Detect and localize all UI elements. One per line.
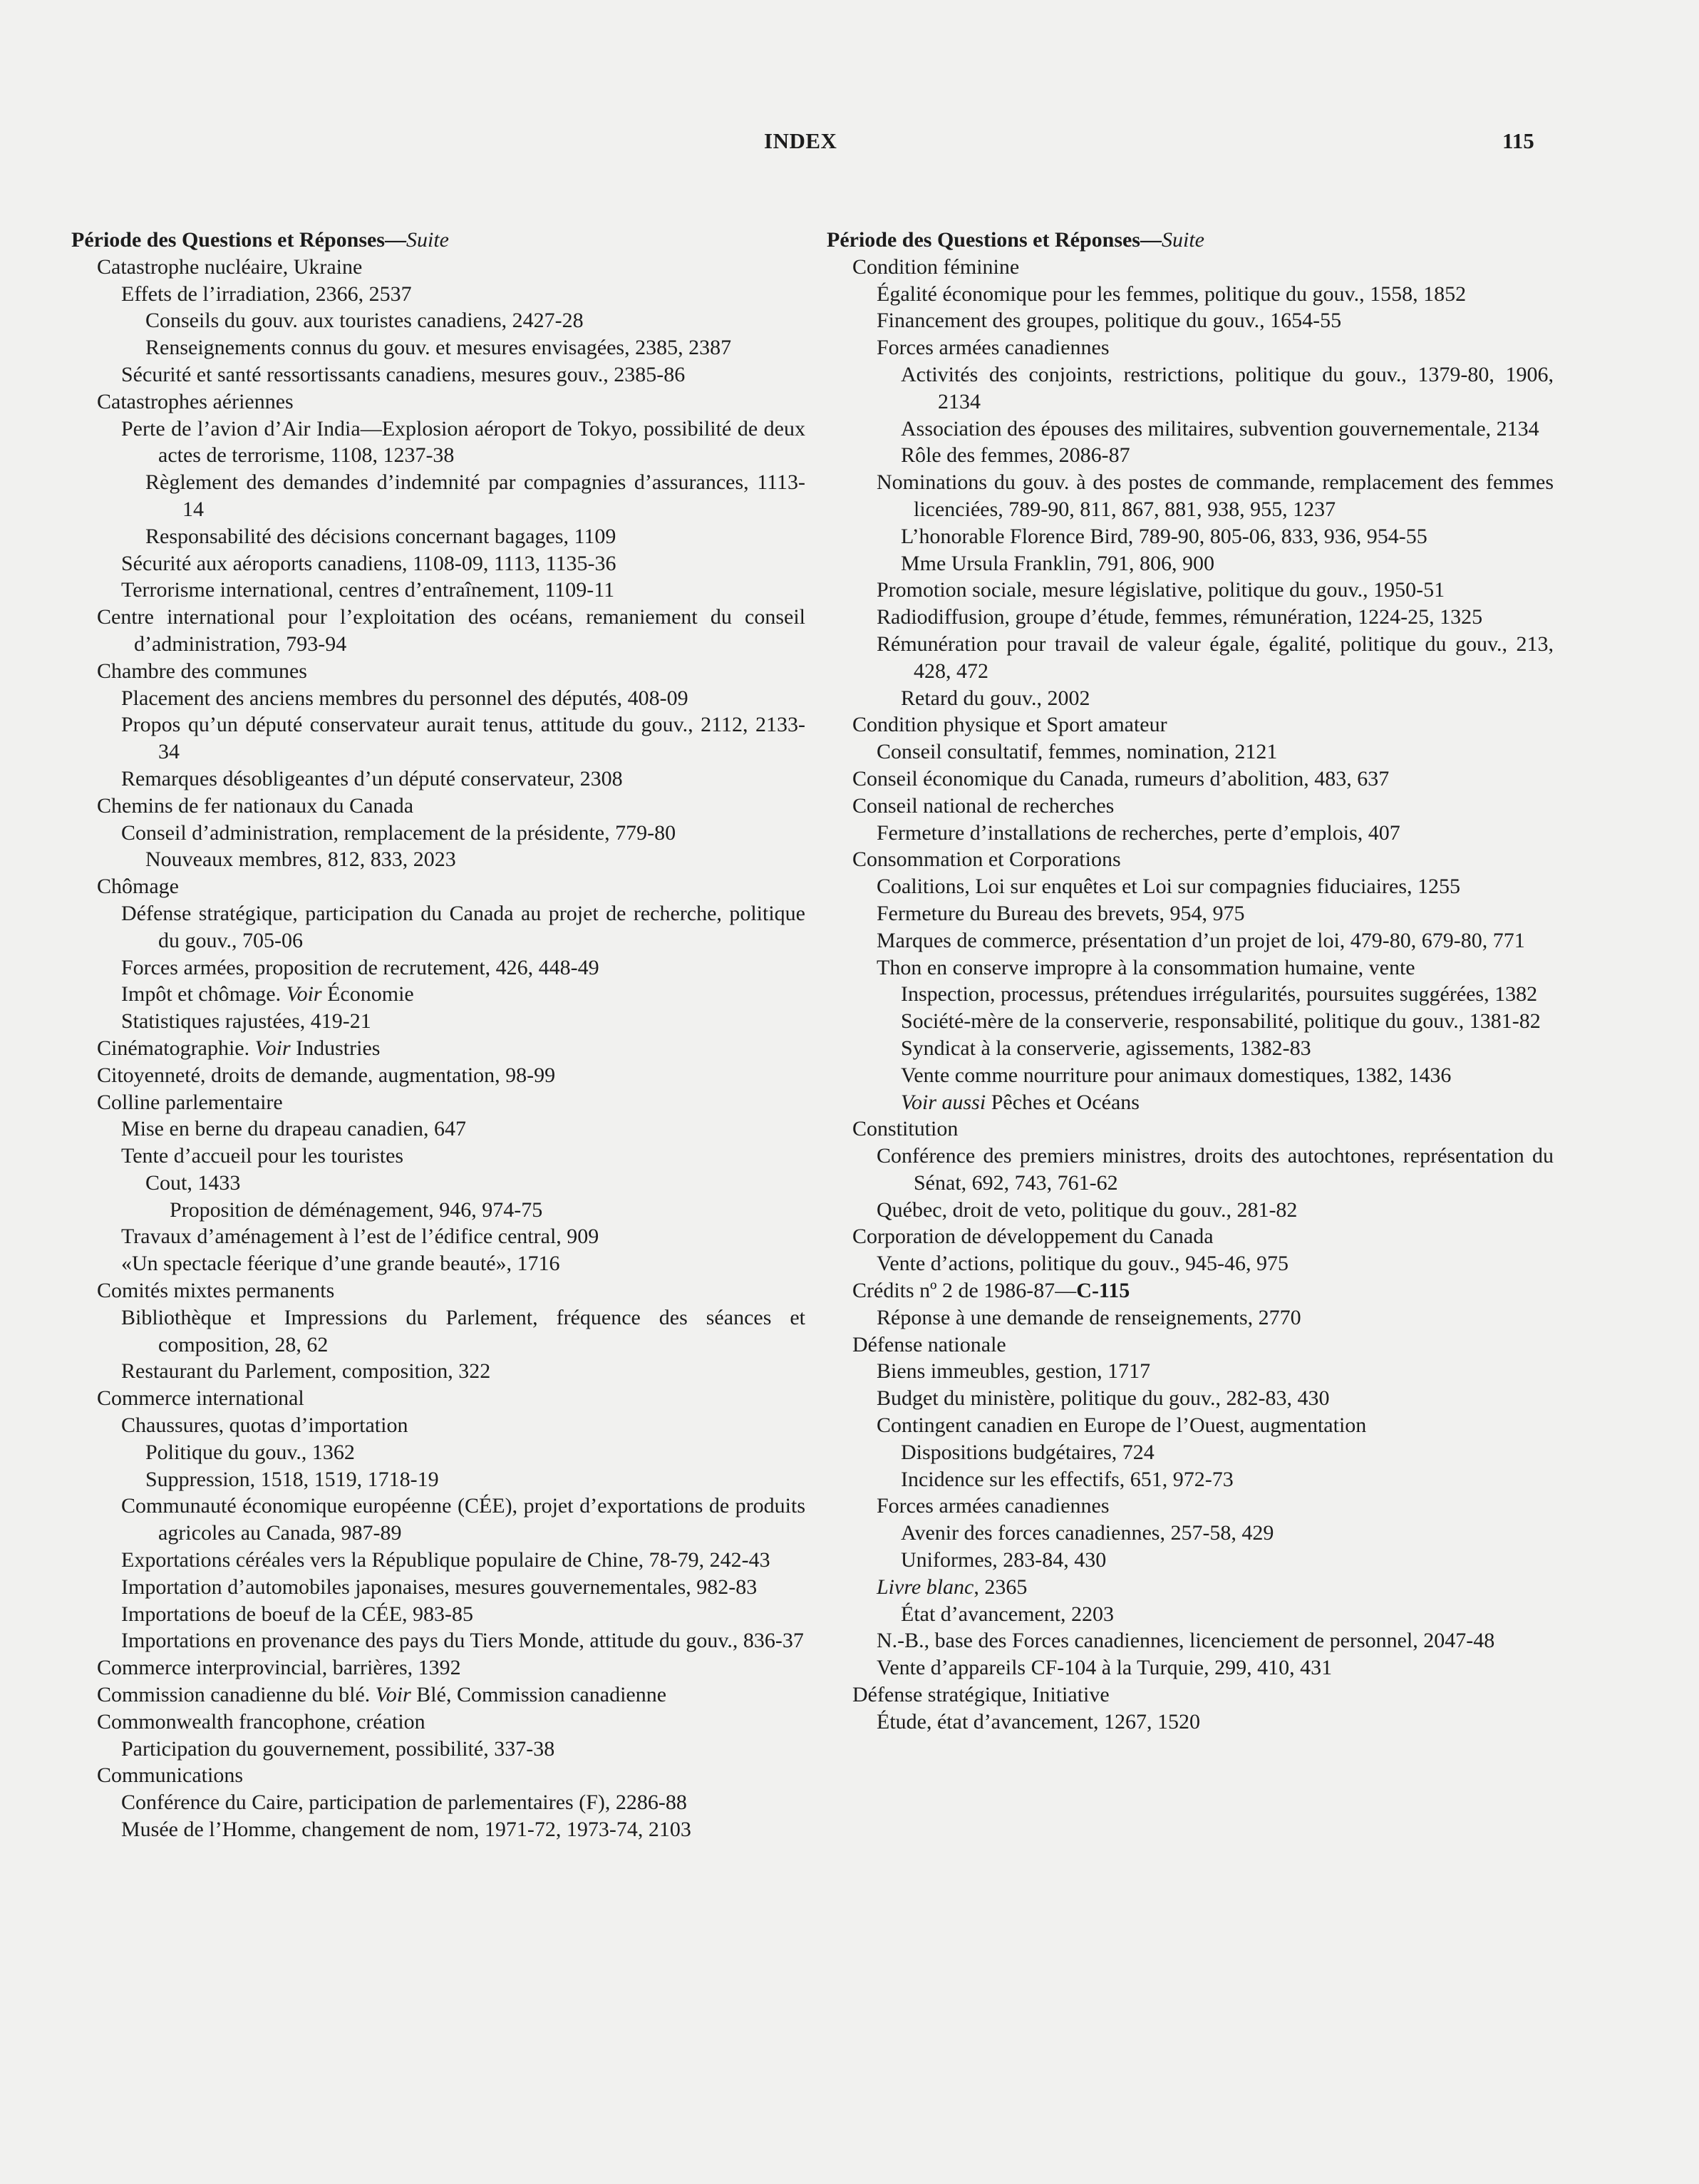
index-entry xyxy=(852,1277,1554,1304)
index-entry xyxy=(877,469,1554,523)
index-entry xyxy=(121,281,805,308)
entry-cross-reference: Voir xyxy=(375,1683,411,1707)
index-entry xyxy=(852,254,1554,281)
index-entry xyxy=(901,1062,1554,1089)
index-entry xyxy=(901,1520,1554,1547)
entry-text: Mme Ursula Franklin, 791, 806, 900 xyxy=(901,551,1214,575)
index-entry xyxy=(901,1439,1554,1466)
index-entry xyxy=(901,1466,1554,1493)
entry-cross-reference: Voir xyxy=(254,1036,291,1060)
entry-text: Nominations du gouv. à des postes de commande, remplacement des femmes licenciées, 789-90, 811, 867, 881, 938, 955, 1237 xyxy=(877,470,1554,521)
index-entries-left xyxy=(71,254,805,1843)
entry-text: Rôle des femmes, 2086-87 xyxy=(901,443,1130,468)
page-title: INDEX xyxy=(764,128,837,153)
index-entry xyxy=(145,469,805,523)
entry-text: Dispositions budgétaires, 724 xyxy=(901,1440,1155,1464)
entry-text: Travaux d’aménagement à l’est de l’édifice central, 909 xyxy=(121,1225,599,1249)
entry-text: Financement des groupes, politique du gouv., 1654-55 xyxy=(877,309,1342,333)
entry-text: Exportations céréales vers la République populaire de Chine, 78-79, 242-43 xyxy=(121,1548,770,1572)
entry-text: Renseignements connus du gouv. et mesures envisagées, 2385, 2387 xyxy=(145,336,732,360)
index-entry xyxy=(97,1385,805,1412)
index-entry xyxy=(877,1493,1554,1520)
entry-text: Société-mère de la conserverie, responsabilité, politique du gouv., 1381-82 xyxy=(901,1009,1541,1034)
index-entry xyxy=(97,1709,805,1736)
heading-suite: Suite xyxy=(1161,228,1204,252)
entry-text: Conférence du Caire, participation de parlementaires (F), 2286-88 xyxy=(121,1791,687,1815)
index-entry xyxy=(97,1062,805,1089)
index-entry xyxy=(121,577,805,604)
entry-text: Participation du gouvernement, possibilité, 337-38 xyxy=(121,1736,555,1761)
index-entry xyxy=(97,254,805,281)
entry-text: Crédits nº 2 de 1986-87— xyxy=(852,1279,1077,1303)
entry-text: Sécurité aux aéroports canadiens, 1108-09, 1113, 1135-36 xyxy=(121,551,616,575)
entry-text: Commission canadienne du blé. xyxy=(97,1683,376,1707)
index-entry xyxy=(877,1627,1554,1654)
index-entry xyxy=(877,307,1554,334)
entry-text: Forces armées canadiennes xyxy=(877,1494,1110,1518)
entry-text: Colline parlementaire xyxy=(97,1090,283,1114)
entry-text: Remarques désobligeantes d’un député conservateur, 2308 xyxy=(121,766,623,790)
entry-text: Sécurité et santé ressortissants canadiens, mesures gouv., 2385-86 xyxy=(121,362,686,386)
index-entry xyxy=(877,1709,1554,1736)
index-entry xyxy=(97,388,805,416)
index-entry xyxy=(121,1358,805,1385)
entry-text: Thon en conserve impropre à la consommation humaine, vente xyxy=(877,955,1415,979)
entry-target: Économie xyxy=(321,982,414,1006)
entry-text: Chambre des communes xyxy=(97,659,307,683)
entry-text: Importations de boeuf de la CÉE, 983-85 xyxy=(121,1602,474,1626)
index-entry xyxy=(901,361,1554,416)
entry-text: Incidence sur les effectifs, 651, 972-73 xyxy=(901,1467,1234,1491)
entry-text: Promotion sociale, mesure législative, politique du gouv., 1950-51 xyxy=(877,578,1445,602)
heading-text: Période des Questions et Réponses— xyxy=(71,228,406,252)
index-entry xyxy=(852,711,1554,738)
index-entry xyxy=(877,631,1554,685)
index-entry xyxy=(145,1466,805,1493)
index-entry xyxy=(97,658,805,685)
index-entry xyxy=(121,1493,805,1547)
index-entry xyxy=(97,1762,805,1789)
entry-text: Propos qu’un député conservateur aurait tenus, attitude du gouv., 2112, 2133-34 xyxy=(121,713,805,764)
index-entry xyxy=(877,1574,1554,1601)
entry-cross-reference: Voir xyxy=(286,982,322,1006)
index-entry xyxy=(877,1304,1554,1331)
index-entry xyxy=(121,1547,805,1574)
entry-target: Industries xyxy=(290,1036,381,1060)
index-column-left xyxy=(71,227,805,1843)
entry-text: Communications xyxy=(97,1763,243,1788)
index-entry xyxy=(121,1143,805,1170)
index-entry xyxy=(121,1574,805,1601)
column-heading xyxy=(71,227,805,254)
entry-text: Placement des anciens membres du personnel des députés, 408-09 xyxy=(121,686,688,710)
index-entry xyxy=(121,1736,805,1763)
entry-text: Syndicat à la conserverie, agissements, 1382-83 xyxy=(901,1036,1311,1060)
entry-text: Défense nationale xyxy=(852,1332,1006,1356)
index-entry xyxy=(97,604,805,658)
index-entry xyxy=(901,685,1554,712)
entry-text: Règlement des demandes d’indemnité par compagnies d’assurances, 1113-14 xyxy=(145,470,805,521)
entry-text: Contingent canadien en Europe de l’Ouest, augmentation xyxy=(877,1413,1367,1438)
entry-text: Inspection, processus, prétendues irrégularités, poursuites suggérées, 1382 xyxy=(901,982,1538,1006)
entry-text: Fermeture du Bureau des brevets, 954, 975 xyxy=(877,901,1245,925)
index-entry xyxy=(97,1089,805,1116)
entry-text: Égalité économique pour les femmes, politique du gouv., 1558, 1852 xyxy=(877,282,1467,306)
index-entry xyxy=(852,1681,1554,1709)
index-entry xyxy=(170,1197,805,1224)
entry-text: Tente d’accueil pour les touristes xyxy=(121,1144,404,1168)
entry-text: Statistiques rajustées, 419-21 xyxy=(121,1009,371,1034)
index-entry xyxy=(145,523,805,550)
index-entry xyxy=(877,334,1554,361)
index-entry xyxy=(121,361,805,388)
index-entry xyxy=(877,1412,1554,1439)
entry-text: État d’avancement, 2203 xyxy=(901,1602,1115,1626)
index-entry xyxy=(877,738,1554,766)
index-column-right xyxy=(827,227,1554,1736)
index-entry xyxy=(121,981,805,1008)
entry-text: Condition féminine xyxy=(852,254,1020,279)
entry-text: Corporation de développement du Canada xyxy=(852,1225,1214,1249)
entry-text: Musée de l’Homme, changement de nom, 1971-72, 1973-74, 2103 xyxy=(121,1818,691,1842)
entry-text: Uniformes, 283-84, 430 xyxy=(901,1548,1107,1572)
index-entry xyxy=(97,1035,805,1062)
entry-text: Conseil national de recherches xyxy=(852,793,1115,818)
entry-text: Responsabilité des décisions concernant bagages, 1109 xyxy=(145,524,616,548)
index-entry xyxy=(97,1654,805,1681)
entry-cross-reference: Voir aussi xyxy=(901,1090,986,1114)
index-entry xyxy=(901,1601,1554,1628)
entry-text: Importations en provenance des pays du Tiers Monde, attitude du gouv., 836-37 xyxy=(121,1629,804,1653)
entry-text: Proposition de déménagement, 946, 974-75 xyxy=(170,1197,543,1222)
entry-text: Citoyenneté, droits de demande, augmentation, 98-99 xyxy=(97,1063,556,1087)
index-entry xyxy=(121,954,805,982)
index-entry xyxy=(145,307,805,334)
entry-text: Cinématographie. xyxy=(97,1036,255,1060)
index-entry xyxy=(145,1170,805,1197)
index-entry xyxy=(97,873,805,900)
entry-text: Commonwealth francophone, création xyxy=(97,1709,425,1734)
index-entry xyxy=(877,281,1554,308)
entry-text: Commerce interprovincial, barrières, 1392 xyxy=(97,1656,461,1680)
index-entry xyxy=(901,523,1554,550)
entry-target: , 2365 xyxy=(974,1575,1028,1599)
index-entry xyxy=(877,1385,1554,1412)
index-entry xyxy=(121,711,805,766)
entry-text: Chaussures, quotas d’importation xyxy=(121,1413,408,1438)
entry-text: Rémunération pour travail de valeur égale, égalité, politique du gouv., 213, 428, 472 xyxy=(877,632,1554,683)
index-entry xyxy=(877,577,1554,604)
index-entry xyxy=(901,1008,1554,1035)
index-entry xyxy=(901,1547,1554,1574)
index-entry xyxy=(145,1439,805,1466)
heading-suite: Suite xyxy=(406,228,449,252)
index-entry xyxy=(877,1250,1554,1277)
entry-text: Perte de l’avion d’Air India—Explosion aéroport de Tokyo, possibilité de deux actes de terrorisme, 1108, 1237-38 xyxy=(121,416,805,468)
entry-text: Québec, droit de veto, politique du gouv., 281-82 xyxy=(877,1197,1298,1222)
index-entry xyxy=(901,550,1554,577)
index-entry xyxy=(121,1304,805,1359)
entry-text: Vente d’actions, politique du gouv., 945-46, 975 xyxy=(877,1252,1289,1276)
entry-text: Étude, état d’avancement, 1267, 1520 xyxy=(877,1709,1201,1734)
index-entry xyxy=(121,1412,805,1439)
entry-text: Bibliothèque et Impressions du Parlement, fréquence des séances et composition, 28, 62 xyxy=(121,1305,805,1356)
column-heading xyxy=(827,227,1554,254)
entry-text: Vente d’appareils CF-104 à la Turquie, 299, 410, 431 xyxy=(877,1656,1333,1680)
index-entry xyxy=(121,550,805,577)
index-entry xyxy=(877,820,1554,847)
index-entry xyxy=(852,1223,1554,1250)
index-entry xyxy=(121,1008,805,1035)
entry-text: Radiodiffusion, groupe d’étude, femmes, rémunération, 1224-25, 1325 xyxy=(877,605,1483,629)
index-entry xyxy=(121,1789,805,1816)
entry-bill-number: C-115 xyxy=(1076,1279,1130,1303)
index-entry xyxy=(145,846,805,873)
entry-text: Activités des conjoints, restrictions, politique du gouv., 1379-80, 1906, 2134 xyxy=(901,362,1554,413)
heading-text: Période des Questions et Réponses— xyxy=(827,228,1162,252)
index-entry xyxy=(901,442,1554,469)
entry-text: Catastrophe nucléaire, Ukraine xyxy=(97,254,363,279)
entry-text: Coalitions, Loi sur enquêtes et Loi sur compagnies fiduciaires, 1255 xyxy=(877,875,1460,899)
index-entry xyxy=(852,1116,1554,1143)
index-entry xyxy=(97,1681,805,1709)
entry-text: Communauté économique européenne (CÉE), projet d’exportations de produits agricoles au Canada, 987-89 xyxy=(121,1494,805,1545)
entry-text: Centre international pour l’exploitation des océans, remaniement du conseil d’administration, 793-94 xyxy=(97,605,805,656)
entry-text: Biens immeubles, gestion, 1717 xyxy=(877,1359,1151,1384)
index-entry xyxy=(121,900,805,954)
index-entry xyxy=(121,1816,805,1843)
index-entry xyxy=(877,604,1554,631)
index-entry xyxy=(145,334,805,361)
entry-text: Retard du gouv., 2002 xyxy=(901,686,1090,710)
index-entry xyxy=(97,793,805,820)
entry-text: Conférence des premiers ministres, droits des autochtones, représentation du Sénat, 692, 743, 761-62 xyxy=(877,1144,1554,1195)
index-entry xyxy=(121,1250,805,1277)
index-entry xyxy=(901,416,1554,443)
entry-text: Politique du gouv., 1362 xyxy=(145,1440,355,1464)
entry-text: Chemins de fer nationaux du Canada xyxy=(97,793,414,818)
index-entry xyxy=(121,766,805,793)
entry-text: Cout, 1433 xyxy=(145,1170,241,1195)
index-entry xyxy=(852,766,1554,793)
entry-text: Effets de l’irradiation, 2366, 2537 xyxy=(121,282,412,306)
entry-text: Avenir des forces canadiennes, 257-58, 429 xyxy=(901,1521,1274,1545)
entry-target: Blé, Commission canadienne xyxy=(410,1683,667,1707)
entry-text: Impôt et chômage. xyxy=(121,982,286,1006)
index-entry xyxy=(877,1358,1554,1385)
entry-text: Conseil économique du Canada, rumeurs d’abolition, 483, 637 xyxy=(852,766,1390,790)
index-entries-right xyxy=(827,254,1554,1736)
index-entry xyxy=(121,1627,805,1654)
entry-text: Forces armées, proposition de recrutement, 426, 448-49 xyxy=(121,955,599,979)
entry-text: Marques de commerce, présentation d’un projet de loi, 479-80, 679-80, 771 xyxy=(877,928,1525,952)
entry-text: Catastrophes aériennes xyxy=(97,389,294,413)
entry-target: Pêches et Océans xyxy=(986,1090,1140,1114)
index-entry xyxy=(901,981,1554,1008)
entry-text: Vente comme nourriture pour animaux domestiques, 1382, 1436 xyxy=(901,1063,1452,1087)
entry-text: Défense stratégique, Initiative xyxy=(852,1683,1110,1707)
entry-text: Comités mixtes permanents xyxy=(97,1279,335,1303)
index-entry xyxy=(901,1035,1554,1062)
entry-text: Mise en berne du drapeau canadien, 647 xyxy=(121,1117,466,1141)
entry-text: Condition physique et Sport amateur xyxy=(852,713,1167,737)
entry-text: Forces armées canadiennes xyxy=(877,336,1110,360)
index-entry xyxy=(877,927,1554,954)
index-entry xyxy=(121,1116,805,1143)
index-entry xyxy=(97,1277,805,1304)
entry-text: N.-B., base des Forces canadiennes, licenciement de personnel, 2047-48 xyxy=(877,1629,1495,1653)
index-entry xyxy=(877,873,1554,900)
entry-text: Défense stratégique, participation du Canada au projet de recherche, politique du gouv., 705-06 xyxy=(121,901,805,952)
index-entry xyxy=(901,1089,1554,1116)
entry-text: Conseil d’administration, remplacement de la présidente, 779-80 xyxy=(121,820,676,845)
index-entry xyxy=(852,1331,1554,1359)
index-entry xyxy=(852,846,1554,873)
entry-text: Budget du ministère, politique du gouv., 282-83, 430 xyxy=(877,1386,1330,1411)
index-entry xyxy=(877,1143,1554,1197)
entry-text: Restaurant du Parlement, composition, 322 xyxy=(121,1359,491,1384)
entry-text: Constitution xyxy=(852,1117,959,1141)
entry-text: Conseils du gouv. aux touristes canadiens, 2427-28 xyxy=(145,309,584,333)
index-entry xyxy=(121,685,805,712)
entry-text: Terrorisme international, centres d’entraînement, 1109-11 xyxy=(121,578,615,602)
entry-text: Fermeture d’installations de recherches, perte d’emplois, 407 xyxy=(877,820,1400,845)
entry-text: Suppression, 1518, 1519, 1718-19 xyxy=(145,1467,439,1491)
entry-text: Consommation et Corporations xyxy=(852,848,1121,872)
index-entry xyxy=(877,954,1554,982)
index-entry xyxy=(121,416,805,470)
index-entry xyxy=(877,900,1554,927)
index-entry xyxy=(877,1654,1554,1681)
entry-text: «Un spectacle féerique d’une grande beauté», 1716 xyxy=(121,1252,560,1276)
entry-text: Nouveaux membres, 812, 833, 2023 xyxy=(145,848,456,872)
entry-text: Importation d’automobiles japonaises, mesures gouvernementales, 982-83 xyxy=(121,1575,758,1599)
page-number: 115 xyxy=(1502,128,1534,153)
entry-text: Commerce international xyxy=(97,1386,304,1411)
entry-text: Réponse à une demande de renseignements, 2770 xyxy=(877,1305,1301,1329)
index-entry xyxy=(852,793,1554,820)
index-entry xyxy=(121,820,805,847)
entry-text: L’honorable Florence Bird, 789-90, 805-06, 833, 936, 954-55 xyxy=(901,524,1427,548)
entry-cross-reference: Livre blanc xyxy=(877,1575,974,1599)
index-entry xyxy=(877,1197,1554,1224)
index-entry xyxy=(121,1601,805,1628)
index-entry xyxy=(121,1223,805,1250)
entry-text: Chômage xyxy=(97,875,179,899)
entry-text: Association des épouses des militaires, subvention gouvernementale, 2134 xyxy=(901,416,1539,441)
entry-text: Conseil consultatif, femmes, nomination, 2121 xyxy=(877,740,1278,764)
page-header xyxy=(0,128,1699,164)
